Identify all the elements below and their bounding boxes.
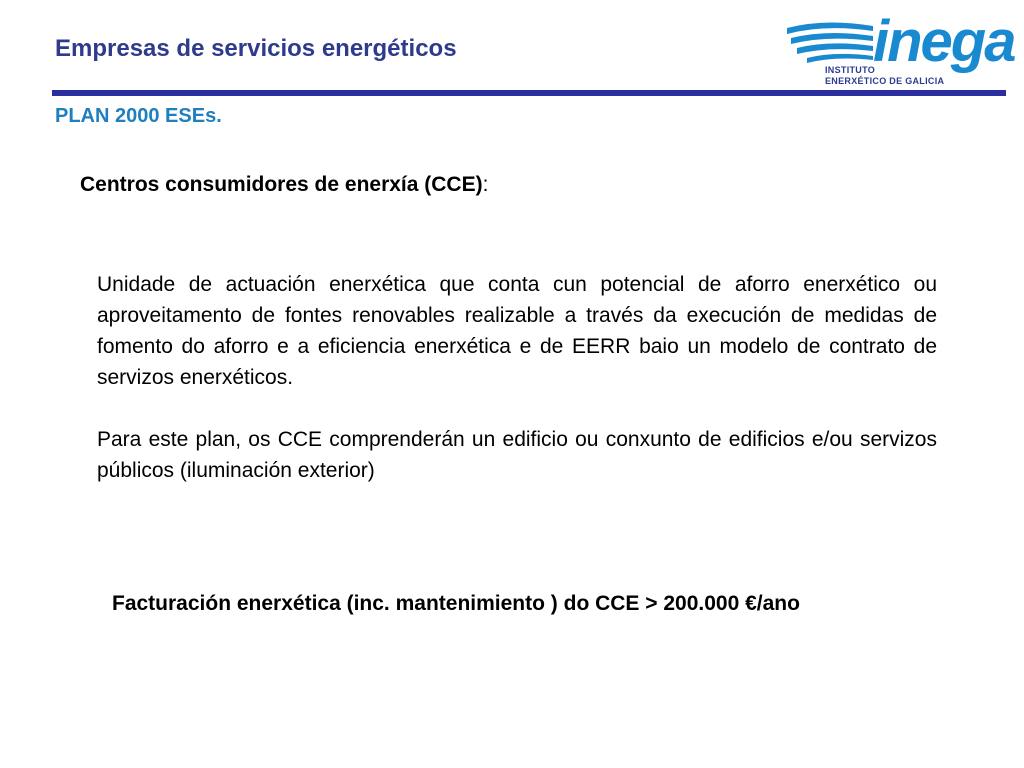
slide-subtitle: PLAN 2000 ESEs. xyxy=(55,105,222,127)
logo-wordmark: inega xyxy=(873,9,1015,74)
section-heading-colon: : xyxy=(482,173,489,196)
section-heading-text: Centros consumidores de enerxía (CCE) xyxy=(80,173,483,196)
scope-paragraph: Para este plan, os CCE comprenderán un edificio ou conxunto de edificios e/ou servizos públicos (iluminación exterior) xyxy=(97,428,937,482)
logo-subtitle-line1: INSTITUTO xyxy=(825,65,876,75)
definition-paragraph: Unidade de actuación enerxética que conta cun potencial de aforro enerxético ou aproveitamento de fontes renovables realizable a través da execución de medidas de fomento do aforro e a eficiencia enerxética e de EERR baio un modelo de contrato de servizos enerxéticos. xyxy=(97,273,937,389)
inega-logo xyxy=(785,9,1015,90)
slide-title: Empresas de servicios energéticos xyxy=(55,35,457,62)
wave-logo-icon xyxy=(785,18,875,68)
section-heading xyxy=(80,173,488,197)
billing-threshold: Facturación enerxética (inc. mantenimiento ) do CCE > 200.000 €/ano xyxy=(112,592,800,615)
header-divider xyxy=(52,90,1006,96)
logo-subtitle-line2: ENERXÉTICO DE GALICIA xyxy=(825,76,945,86)
